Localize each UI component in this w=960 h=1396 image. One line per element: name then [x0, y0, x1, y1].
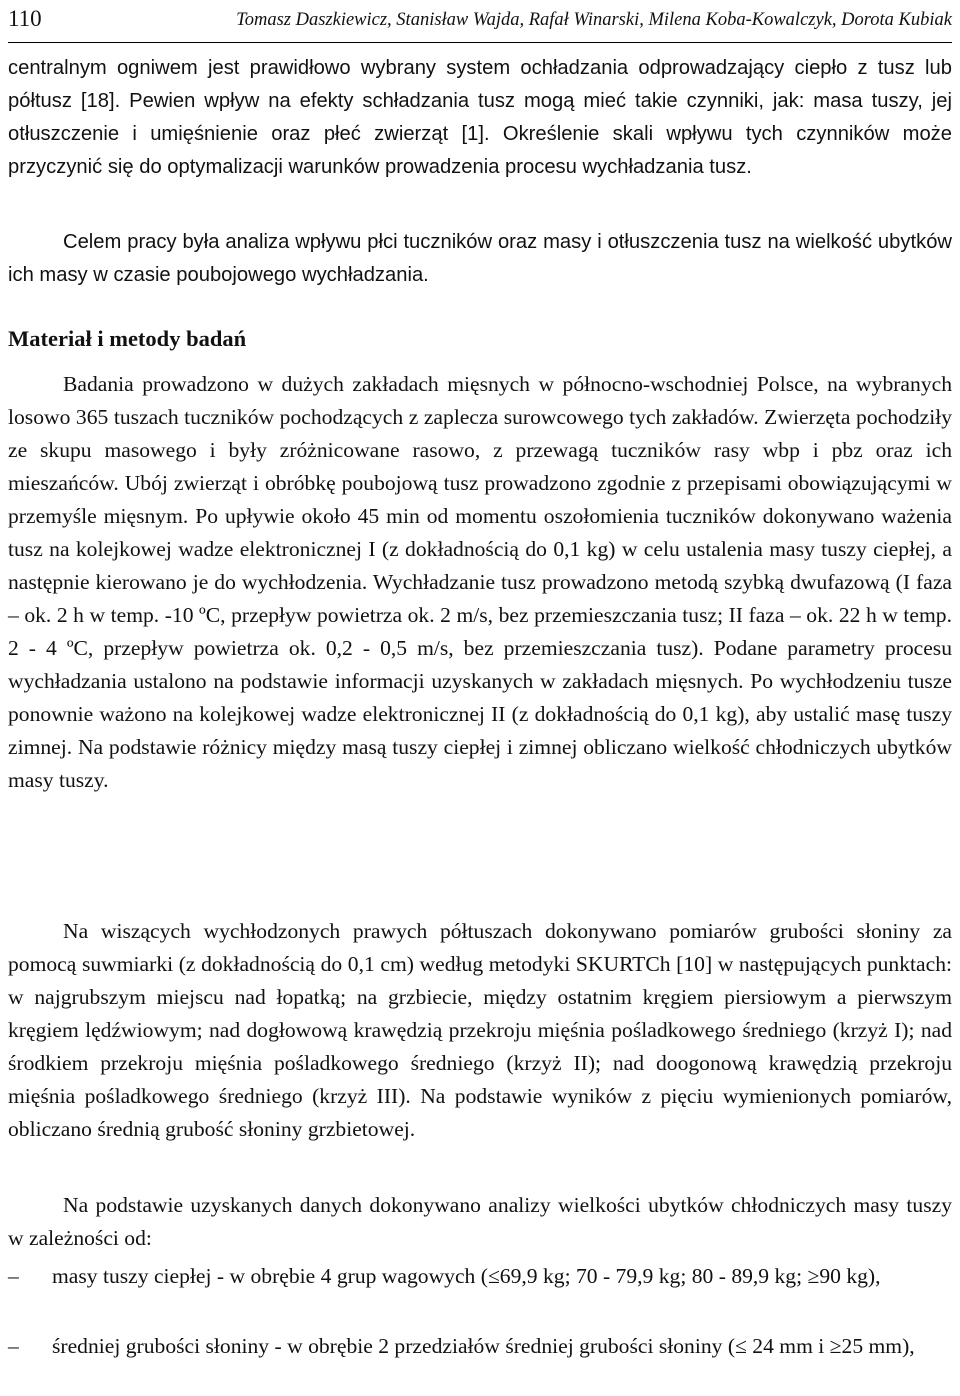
- methods-paragraph-2: Na wiszących wychłodzonych prawych półtuszach dokonywano pomiarów grubości słoniny za pomocą suwmiarki (z dokładnością do 0,1 cm) według metodyki SKURTCh [10] w następujących punktach: w najgrubszym miejscu nad łopatką; na grzbiecie, między ostatnim kręgiem piersiowym a pierwszym kręgiem lędźwiowym; nad dogłowową krawędzią przekroju mięśnia pośladkowego średniego (krzyż I); nad środkiem przekroju mięśnia pośladkowego średniego (krzyż II); nad doogonową krawędzią przekroju mięśnia pośladkowego średniego (krzyż III). Na podstawie wyników z pięciu wymienionych pomiarów, obliczano średnią grubość słoniny grzbietowej.: [8, 919, 952, 1141]
- section-heading: Materiał i metody badań: [8, 326, 247, 351]
- intro-paragraph-2: Celem pracy była analiza wpływu płci tuczników oraz masy i otłuszczenia tusz na wielkość ubytków ich masy w czasie poubojowego wychładzania.: [8, 231, 952, 286]
- list-item-text: masy tuszy ciepłej - w obrębie 4 grup wagowych (≤69,9 kg; 70 - 79,9 kg; 80 - 89,9 kg; ≥90 kg),: [52, 1264, 881, 1288]
- methods-paragraph-1: Badania prowadzono w dużych zakładach mięsnych w północno-wschodniej Polsce, na wybranych losowo 365 tuszach tuczników pochodzących z zaplecza surowcowego tych zakładów. Zwierzęta pochodziły ze skupu masowego i były zróżnicowane rasowo, z przewagą tuczników rasy wbp i pbz oraz ich mieszańców. Ubój zwierząt i obróbkę poubojową tusz prowadzono zgodnie z przepisami obowiązującymi w przemyśle mięsnym. Po upływie około 45 min od momentu oszołomienia tuczników dokonywano ważenia tusz na kolejkowej wadze elektronicznej I (z dokładnością do 0,1 kg) w celu ustalenia masy tuszy ciepłej, a następnie kierowano je do wychłodzenia. Wychładzanie tusz prowadzono metodą szybką dwufazową (I faza – ok. 2 h w temp. -10 ºC, przepływ powietrza ok. 2 m/s, bez przemieszczania tusz; II faza – ok. 22 h w temp. 2 - 4 ºC, przepływ powietrza ok. 0,2 - 0,5 m/s, bez przemieszczania tusz). Podane parametry procesu wychładzania ustalono na podstawie informacji uzyskanych w zakładach mięsnych. Po wychłodzeniu tusze ponownie ważono na kolejkowej wadze elektronicznej II (z dokładnością do 0,1 kg), aby ustalić masę tuszy zimnej. Na podstawie różnicy między masą tuszy ciepłej i zimnej obliczano wielkość chłodniczych ubytków masy tuszy.: [8, 372, 952, 792]
- list-dash: –: [8, 1264, 19, 1288]
- page-number: 110: [8, 6, 42, 31]
- methods-paragraph-3: Na podstawie uzyskanych danych dokonywano analizy wielkości ubytków chłodniczych masy tuszy w zależności od:: [8, 1193, 952, 1250]
- list-dash: –: [8, 1334, 19, 1358]
- page-header: [8, 2, 952, 43]
- list-item: [8, 1260, 952, 1326]
- intro-paragraph-1: centralnym ogniwem jest prawidłowo wybrany system ochładzania odprowadzający ciepło z tusz lub półtusz [18]. Pewien wpływ na efekty schładzania tusz mogą mieć takie czynniki, jak: masa tuszy, jej otłuszczenie i umięśnienie oraz płeć zwierząt [1]. Określenie skali wpływu tych czynników może przyczynić się do optymalizacji warunków prowadzenia procesu wychładzania tusz.: [8, 57, 952, 178]
- list-item: [8, 1330, 952, 1396]
- list-item-text: średniej grubości słoniny - w obrębie 2 przedziałów średniej grubości słoniny (≤ 24 mm i ≥25 mm),: [52, 1334, 915, 1358]
- running-head: Tomasz Daszkiewicz, Stanisław Wajda, Rafał Winarski, Milena Koba-Kowalczyk, Dorota Kubiak: [236, 10, 952, 30]
